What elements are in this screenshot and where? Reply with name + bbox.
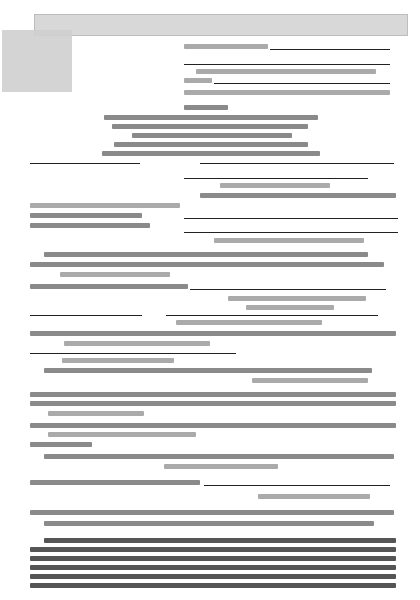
heading-line-6 <box>102 151 320 156</box>
text-line-14 <box>30 480 200 485</box>
text-line-13 <box>44 454 394 459</box>
heading-line-2 <box>104 115 318 120</box>
text-line-11 <box>30 423 396 428</box>
text-line-7 <box>30 331 396 336</box>
obligation-field <box>30 353 236 354</box>
heading-line-4 <box>132 133 292 138</box>
header-banner <box>34 14 408 36</box>
heading-line-5 <box>114 142 308 147</box>
trustee-caption-4 <box>252 378 368 383</box>
trustee-field-2 <box>166 315 378 316</box>
trustee-caption-5 <box>164 464 278 469</box>
phone-line <box>184 90 390 95</box>
manager-field <box>184 178 368 179</box>
paragraph-line-1 <box>44 538 396 543</box>
trustee-caption-2 <box>60 272 170 277</box>
recipient-field-2 <box>184 64 390 65</box>
violation-caption <box>48 411 144 416</box>
text-line-5 <box>30 262 384 267</box>
manager-caption <box>220 183 330 188</box>
counterparty-caption <box>64 341 210 346</box>
text-line-16 <box>44 521 374 526</box>
text-line-6 <box>30 284 188 289</box>
manager-caption-2 <box>258 494 370 499</box>
date-field-2 <box>30 315 142 316</box>
recipient-label-line <box>184 44 268 49</box>
text-line-4 <box>44 252 368 257</box>
date-field <box>30 163 140 164</box>
trustee-caption <box>30 203 180 208</box>
heading-line-1 <box>184 105 228 110</box>
text-line-8 <box>44 368 372 373</box>
paragraph-line-2 <box>30 547 396 552</box>
obligation-caption <box>62 358 174 363</box>
property-field <box>184 232 398 233</box>
watermark-logo <box>2 30 72 92</box>
paragraph-line-3 <box>30 556 396 561</box>
powers-field-2 <box>204 485 390 486</box>
powers-field <box>190 289 386 290</box>
text-line-1 <box>200 193 396 198</box>
address-field <box>214 83 390 84</box>
counterparty-caption-2 <box>48 432 196 437</box>
recipient-caption <box>196 69 376 74</box>
trustee-caption-3 <box>176 320 322 325</box>
text-line-12 <box>30 442 92 447</box>
text-line-9 <box>30 392 396 397</box>
paragraph-line-4 <box>30 565 396 570</box>
powers-caption <box>228 296 366 301</box>
paragraph-line-6 <box>30 583 396 588</box>
heading-line-3 <box>112 124 308 129</box>
paragraph-line-5 <box>30 574 396 579</box>
address-line <box>184 78 212 83</box>
text-line-2 <box>30 213 142 218</box>
text-line-10 <box>30 401 396 406</box>
city-field <box>200 163 394 164</box>
text-line-3 <box>30 223 150 228</box>
trustee-field <box>184 218 398 219</box>
text-line-15 <box>30 510 394 515</box>
property-caption <box>214 238 364 243</box>
recipient-field <box>270 49 390 50</box>
powers-caption-2 <box>246 305 334 310</box>
